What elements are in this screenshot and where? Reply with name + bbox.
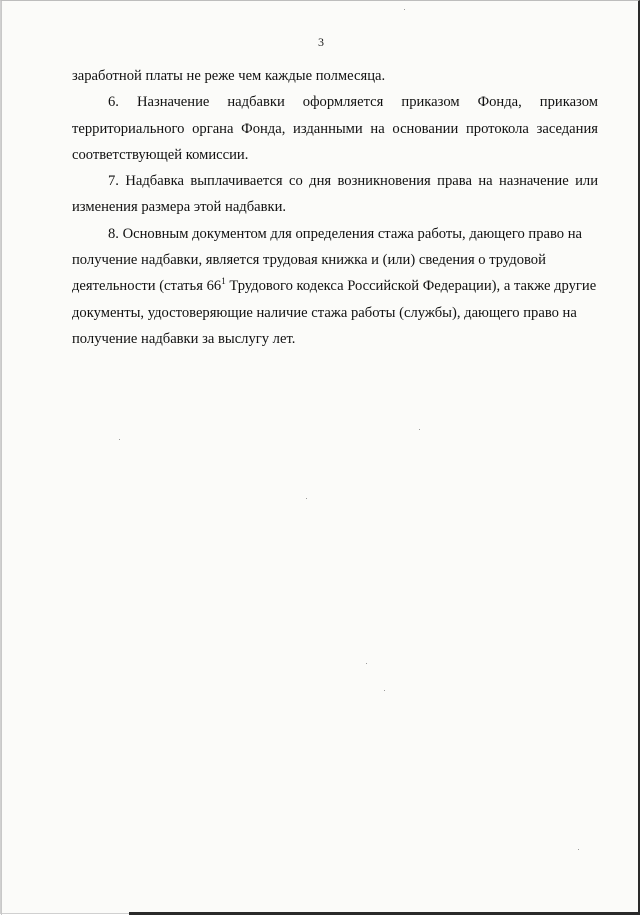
paragraph-7: 7. Надбавка выплачивается со дня возникновения права на назначение или изменения размера этой надбавки. bbox=[72, 173, 598, 216]
scan-speck bbox=[306, 498, 307, 499]
scan-left-edge bbox=[1, 1, 2, 915]
paragraph-6: 6. Назначение надбавки оформляется приказом Фонда, приказом территориального органа Фонда, изданными на основании протокола заседания соответствующей комиссии. bbox=[72, 94, 598, 163]
paragraph-8-part-2: Трудового кодекса Российской Федерации), а также другие документы, удостоверяющие наличие стажа работы (службы), дающего право на получение надбавки за выслугу лет. bbox=[72, 278, 597, 347]
paragraph-continued: заработной платы не реже чем каждые полмесяца. bbox=[72, 68, 386, 84]
scan-speck bbox=[578, 849, 579, 850]
page-number: 3 bbox=[318, 35, 324, 49]
scan-speck bbox=[419, 429, 420, 430]
scan-speck bbox=[119, 439, 120, 440]
paragraph-8 bbox=[72, 221, 598, 352]
paragraph-8-part-1: 8. Основным документом для определения стажа работы, дающего право на получение надбавки, является трудовая книжка и (или) сведения о трудовой деятельности (статья 66 bbox=[72, 225, 583, 295]
scan-speck bbox=[384, 690, 385, 691]
scan-speck bbox=[404, 9, 405, 10]
scan-speck bbox=[366, 663, 367, 664]
article-superscript: 1 bbox=[221, 276, 226, 287]
document-body bbox=[72, 63, 598, 352]
